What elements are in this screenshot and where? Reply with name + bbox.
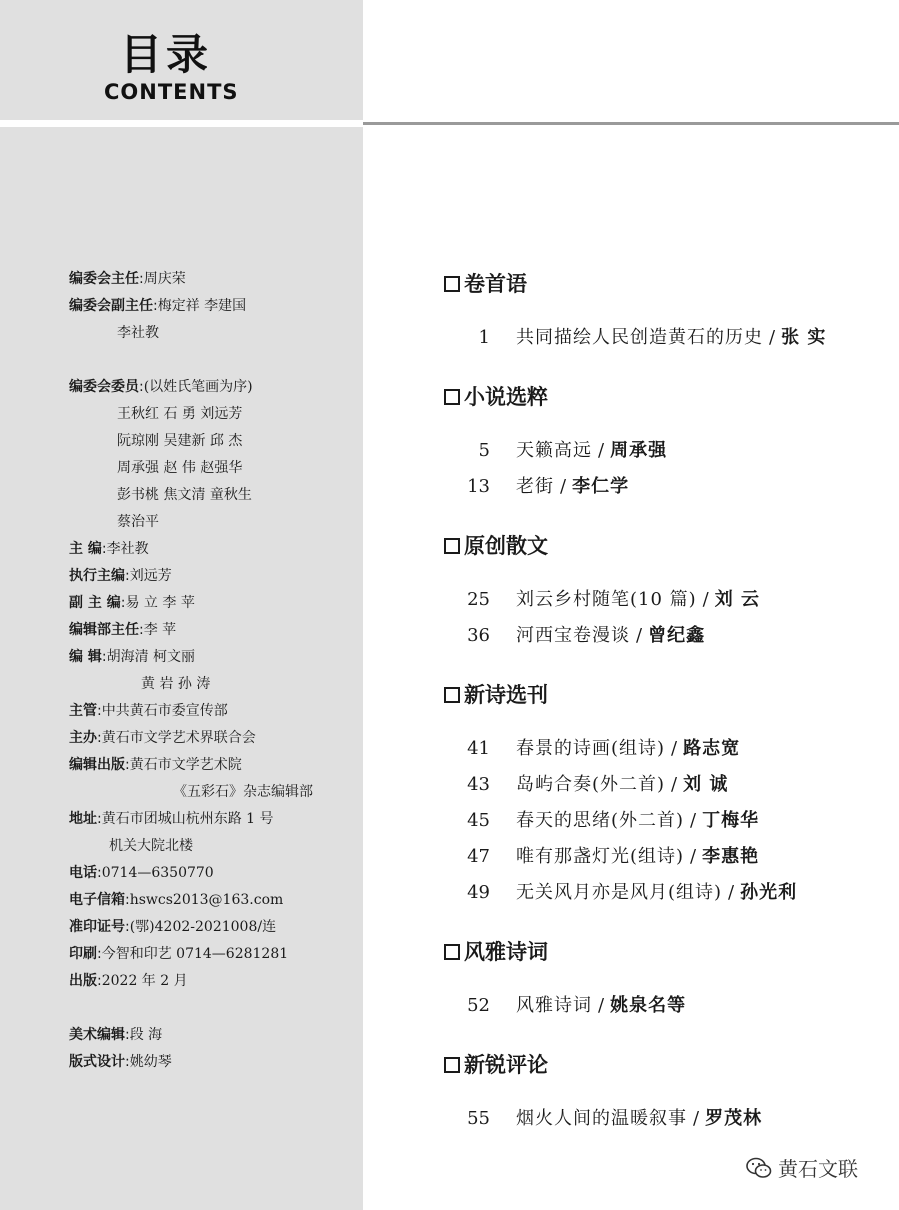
info-value: 周承强 赵 伟 赵强华 xyxy=(117,460,243,476)
info-value: 王秋红 石 勇 刘远芳 xyxy=(117,406,243,422)
page-number: 55 xyxy=(467,1108,490,1129)
info-label: 主管 : xyxy=(69,703,102,719)
entry-title: 唯有那盏灯光(组诗) xyxy=(516,846,685,867)
info-value: 黄石市团城山杭州东路 1 号 xyxy=(101,811,274,827)
separator: / xyxy=(598,440,605,461)
section-label: 卷首语 xyxy=(464,272,527,296)
entry-title: 岛屿合奏(外二首) xyxy=(516,774,666,795)
info-value: 易 立 李 苹 xyxy=(125,595,195,611)
info-label: 执行主编 : xyxy=(69,568,130,584)
info-value: 李社教 xyxy=(106,541,149,557)
section-title xyxy=(444,1047,884,1083)
info-label: 编辑部主任 : xyxy=(69,622,144,638)
info-row xyxy=(69,779,313,806)
info-row xyxy=(69,455,313,482)
section-label: 原创散文 xyxy=(464,534,548,558)
info-row xyxy=(69,428,313,455)
info-row xyxy=(69,644,313,671)
info-row xyxy=(69,1049,313,1076)
checkbox-icon xyxy=(444,276,460,292)
info-label: 版式设计 : xyxy=(69,1054,130,1070)
watermark-text: 黄石文联 xyxy=(778,1157,858,1181)
info-value: 《五彩石》杂志编辑部 xyxy=(173,784,313,800)
entry-author: 孙光利 xyxy=(740,882,798,903)
wechat-icon xyxy=(746,1157,772,1179)
checkbox-icon xyxy=(444,944,460,960)
info-value: 梅定祥 李建国 xyxy=(157,298,247,314)
info-value: 今智和印艺 0714—6281281 xyxy=(101,946,289,962)
entry-author: 曾纪鑫 xyxy=(648,625,706,646)
info-row xyxy=(69,914,313,941)
checkbox-icon xyxy=(444,389,460,405)
info-label: 地址 : xyxy=(69,811,102,827)
info-row xyxy=(69,320,313,347)
info-value: (以姓氏笔画为序) xyxy=(143,379,253,395)
page-number: 5 xyxy=(478,440,490,461)
separator: / xyxy=(690,810,697,831)
toc-entry[interactable] xyxy=(444,469,884,505)
entry-author: 姚泉名等 xyxy=(610,995,687,1016)
toc-entry[interactable] xyxy=(444,582,884,618)
info-label: 编委会主任 : xyxy=(69,271,144,287)
info-label: 电子信箱 : xyxy=(69,892,130,908)
page-number: 25 xyxy=(467,589,490,610)
info-value: 2022 年 2 月 xyxy=(101,973,188,989)
info-value: (鄂)4202-2021008/连 xyxy=(129,919,277,935)
checkbox-icon xyxy=(444,538,460,554)
entry-author: 李惠艳 xyxy=(702,846,760,867)
page-number: 43 xyxy=(467,774,490,795)
info-value: 李社教 xyxy=(117,325,159,341)
info-row xyxy=(69,482,313,509)
info-label: 美术编辑 : xyxy=(69,1027,130,1043)
page-title: 目录 xyxy=(120,30,213,79)
toc-entry[interactable] xyxy=(444,803,884,839)
info-value: 刘远芳 xyxy=(129,568,172,584)
entry-author: 刘 诚 xyxy=(683,774,729,795)
info-row xyxy=(69,887,313,914)
info-row xyxy=(69,293,313,320)
entry-title: 烟火人间的温暖叙事 xyxy=(516,1108,687,1129)
info-value: 彭书桃 焦文清 童秋生 xyxy=(117,487,252,503)
header-divider-left xyxy=(0,120,363,127)
info-label: 编 辑 : xyxy=(69,649,107,665)
separator: / xyxy=(728,882,735,903)
info-row xyxy=(69,752,313,779)
separator: / xyxy=(690,846,697,867)
entry-title: 风雅诗词 xyxy=(516,995,592,1016)
checkbox-icon xyxy=(444,1057,460,1073)
info-row xyxy=(69,1022,313,1049)
page-number: 52 xyxy=(467,995,490,1016)
table-of-contents xyxy=(444,266,884,1160)
info-value: 姚幼琴 xyxy=(129,1054,172,1070)
separator: / xyxy=(598,995,605,1016)
entry-author: 路志宽 xyxy=(683,738,741,759)
section-title xyxy=(444,266,884,302)
page-number: 49 xyxy=(467,882,490,903)
masthead-info xyxy=(69,266,313,1076)
info-value: 段 海 xyxy=(129,1027,163,1043)
info-value: 阮琼刚 吴建新 邱 杰 xyxy=(117,433,243,449)
watermark xyxy=(746,1153,858,1182)
info-row xyxy=(69,266,313,293)
entry-author: 李仁学 xyxy=(572,476,630,497)
toc-entry[interactable] xyxy=(444,731,884,767)
info-row xyxy=(69,725,313,752)
info-value: 机关大院北楼 xyxy=(109,838,193,854)
info-row xyxy=(69,941,313,968)
entry-author: 罗茂林 xyxy=(705,1108,763,1129)
page-number: 13 xyxy=(467,476,490,497)
info-row xyxy=(69,968,313,995)
entry-title: 天籁高远 xyxy=(516,440,592,461)
info-value: 0714—6350770 xyxy=(101,865,214,881)
section-title xyxy=(444,934,884,970)
separator: / xyxy=(671,738,678,759)
info-row xyxy=(69,833,313,860)
entry-title: 春天的思绪(外二首) xyxy=(516,810,685,831)
info-row xyxy=(69,806,313,833)
info-value: 黄石市文学艺术界联合会 xyxy=(101,730,256,746)
page-number: 36 xyxy=(467,625,490,646)
info-label: 主 编 : xyxy=(69,541,107,557)
toc-entry[interactable] xyxy=(444,618,884,654)
page-subtitle: CONTENTS xyxy=(104,80,239,104)
separator: / xyxy=(769,327,776,348)
toc-entry[interactable] xyxy=(444,433,884,469)
info-value: 黄石市文学艺术院 xyxy=(129,757,242,773)
section-label: 新诗选刊 xyxy=(464,683,548,707)
info-row xyxy=(69,347,313,374)
toc-entry[interactable] xyxy=(444,320,884,356)
toc-entry[interactable] xyxy=(444,875,884,911)
section-title xyxy=(444,677,884,713)
checkbox-icon xyxy=(444,687,460,703)
page-number: 1 xyxy=(478,327,490,348)
info-label: 电话 : xyxy=(69,865,102,881)
entry-author: 丁梅华 xyxy=(702,810,760,831)
separator: / xyxy=(560,476,567,497)
toc-entry[interactable] xyxy=(444,839,884,875)
page-number: 47 xyxy=(467,846,490,867)
page-number: 41 xyxy=(467,738,490,759)
toc-entry[interactable] xyxy=(444,988,884,1024)
info-label: 编委会副主任 : xyxy=(69,298,158,314)
info-row xyxy=(69,509,313,536)
section-title xyxy=(444,379,884,415)
entry-title: 春景的诗画(组诗) xyxy=(516,738,666,759)
info-value: 周庆荣 xyxy=(143,271,186,287)
info-label: 编委会委员 : xyxy=(69,379,144,395)
entry-title: 共同描绘人民创造黄石的历史 xyxy=(516,327,763,348)
info-row xyxy=(69,860,313,887)
info-value: 中共黄石市委宣传部 xyxy=(101,703,228,719)
info-row xyxy=(69,401,313,428)
entry-title: 无关风月亦是风月(组诗) xyxy=(516,882,723,903)
toc-entry[interactable] xyxy=(444,1101,884,1137)
info-label: 主办 : xyxy=(69,730,102,746)
info-label: 出版 : xyxy=(69,973,102,989)
section-label: 风雅诗词 xyxy=(464,940,548,964)
info-label: 印刷 : xyxy=(69,946,102,962)
separator: / xyxy=(671,774,678,795)
info-row xyxy=(69,374,313,401)
section-title xyxy=(444,528,884,564)
entry-title: 河西宝卷漫谈 xyxy=(516,625,630,646)
info-row xyxy=(69,563,313,590)
entry-title: 刘云乡村随笔(10 篇) xyxy=(516,589,697,610)
separator: / xyxy=(702,589,709,610)
info-row xyxy=(69,617,313,644)
info-label: 准印证号 : xyxy=(69,919,130,935)
info-value: hswcs2013@163.com xyxy=(129,892,284,908)
section-label: 小说选粹 xyxy=(464,385,548,409)
info-value: 黄 岩 孙 涛 xyxy=(141,676,211,692)
info-value: 胡海清 柯文丽 xyxy=(106,649,196,665)
info-row xyxy=(69,536,313,563)
info-label: 副 主 编 : xyxy=(69,595,125,611)
info-row xyxy=(69,698,313,725)
section-label: 新锐评论 xyxy=(464,1053,548,1077)
info-row xyxy=(69,671,313,698)
entry-author: 张 实 xyxy=(781,327,827,348)
entry-author: 刘 云 xyxy=(714,589,761,610)
toc-entry[interactable] xyxy=(444,767,884,803)
separator: / xyxy=(636,625,643,646)
info-row xyxy=(69,995,313,1022)
info-label: 编辑出版 : xyxy=(69,757,130,773)
entry-author: 周承强 xyxy=(610,440,668,461)
header-divider-right xyxy=(363,122,899,125)
separator: / xyxy=(693,1108,700,1129)
entry-title: 老街 xyxy=(516,476,554,497)
info-value: 李 苹 xyxy=(143,622,177,638)
page-number: 45 xyxy=(467,810,490,831)
info-row xyxy=(69,590,313,617)
info-value: 蔡治平 xyxy=(117,514,159,530)
